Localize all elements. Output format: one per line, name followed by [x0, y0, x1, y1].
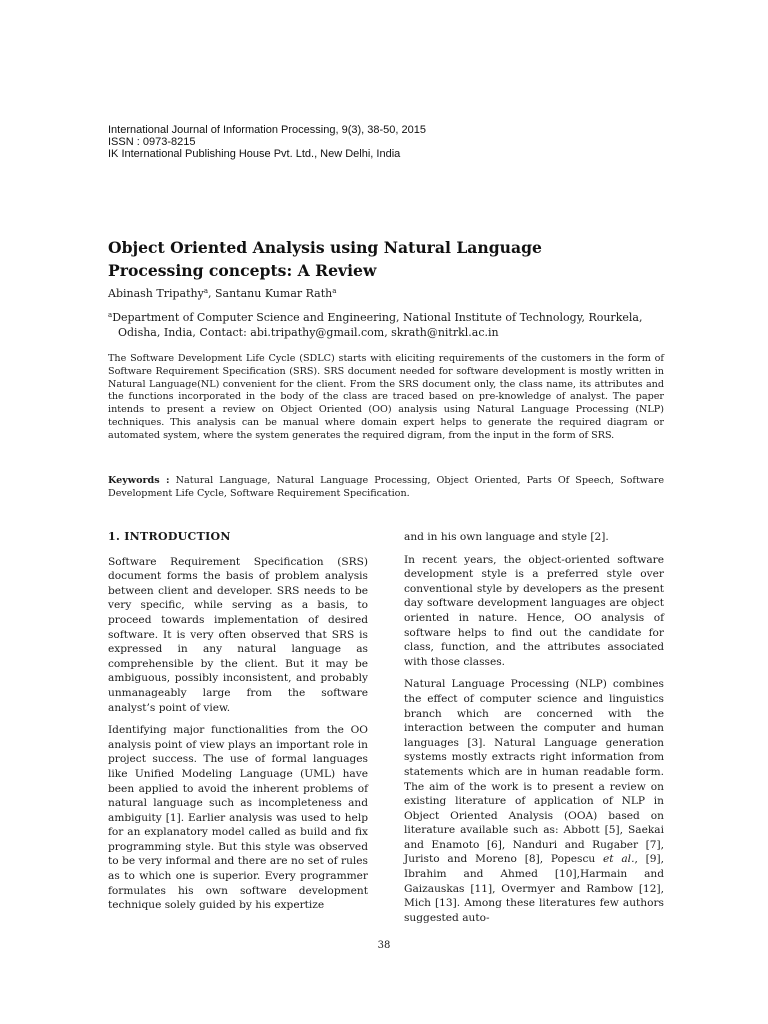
affiliation — [108, 310, 668, 340]
left-column — [108, 530, 368, 921]
keywords-label: Keywords : — [108, 475, 170, 486]
paragraph-text: , [9], Ibrahim and Ahmed [10],Harmain and Gaizauskas [11], Overmyer and Rambow [12], Mich [13]. Among these literatures few authors suggested auto- — [404, 853, 665, 924]
paper-title-line-2: Processing concepts: A Review — [108, 261, 377, 280]
paragraph: Software Requirement Specification (SRS) document forms the basis of problem analysis between client and developer. SRS needs to be very specific, while serving as a basis, to proceed towards implementation of desired software. It is very often observed that SRS is expressed in any natural language as comprehensible by the client. But it may be ambiguous, possibly inconsistent, and probably unmanageably large from the software analyst’s point of view. — [108, 555, 368, 714]
publisher: IK International Publishing House Pvt. Ltd., New Delhi, India — [108, 148, 401, 160]
affiliation-line-2: Odisha, India, Contact: abi.tripathy@gmail.com, skrath@nitrkl.ac.in — [118, 326, 499, 339]
affiliation-marker: a — [332, 287, 337, 295]
keywords — [108, 475, 664, 501]
issn: ISSN : 0973-8215 — [108, 136, 196, 148]
paragraph — [404, 677, 664, 925]
paragraph: and in his own language and style [2]. — [404, 531, 609, 543]
right-column — [404, 530, 664, 933]
author-separator: , — [208, 287, 215, 300]
abstract: The Software Development Life Cycle (SDLC) starts with eliciting requirements of the customers in the form of Software Requirement Specification (SRS). SRS document needed for software development is mostly written in Natural Language(NL) convenient for the client. From the SRS document only, the class name, its attributes and the functions incorporated in the body of the class are traced based on pre-knowledge of analyst. The paper intends to present a review on Object Oriented (OO) analysis using Natural Language Processing (NLP) techniques. This analysis can be manual where domain expert helps to generate the required diagram or automated system, where the system generates the required digram, from the input in the form of SRS. — [108, 353, 664, 441]
section-heading: 1. INTRODUCTION — [108, 530, 231, 543]
paragraph: Identifying major functionalities from the OO analysis point of view plays an important role in project success. The use of formal languages like Unified Modeling Language (UML) have been applied to avoid the inherent problems of natural language such as incompleteness and ambiguity [1]. Earlier analysis was used to help for an explanatory model called as build and fix programming style. But this style was observed to be very informal and there are no set of rules as to which one is superior. Every programmer formulates his own software development technique solely guided by his expertize — [108, 724, 368, 912]
author-name: Santanu Kumar Rath — [215, 287, 333, 300]
paper-title-line-1: Object Oriented Analysis using Natural Language — [108, 238, 542, 257]
affiliation-marker: a — [108, 311, 113, 319]
affiliation-marker: a — [203, 287, 208, 295]
journal-header — [108, 124, 426, 160]
author-list — [108, 287, 336, 301]
author-name: Abinash Tripathy — [108, 287, 204, 300]
journal-citation: International Journal of Information Processing, 9(3), 38-50, 2015 — [108, 124, 426, 136]
page-number: 38 — [377, 940, 391, 951]
paragraph: In recent years, the object-oriented software development style is a preferred style over conventional style by developers as the present day software development languages are object oriented in nature. Hence, OO analysis of software helps to find out the candidate for class, function, and the attributes associated with those classes. — [404, 553, 664, 668]
affiliation-line-1: Department of Computer Science and Engineering, National Institute of Technology, Rourkela, — [112, 311, 643, 324]
paper-title — [108, 236, 628, 282]
paragraph-text: Natural Language Processing (NLP) combines the effect of computer science and linguistics branch which are concerned with the interaction between the computer and human languages [3]. Natural Language generation systems mostly extracts right information from statements which are in human readable form. The aim of the work is to present a review on existing literature of application of NLP in Object Oriented Analysis (OOA) based on literature available such as: Abbott [5], Saekai and Enamoto [6], Nanduri and Rugaber [7], Juristo and Moreno [8], Popescu — [404, 678, 664, 866]
paragraph-italic-text: et al. — [603, 853, 635, 866]
keywords-text: Natural Language, Natural Language Processing, Object Oriented, Parts Of Speech, Software Development Life Cycle, Software Requirement Specification. — [108, 475, 664, 499]
